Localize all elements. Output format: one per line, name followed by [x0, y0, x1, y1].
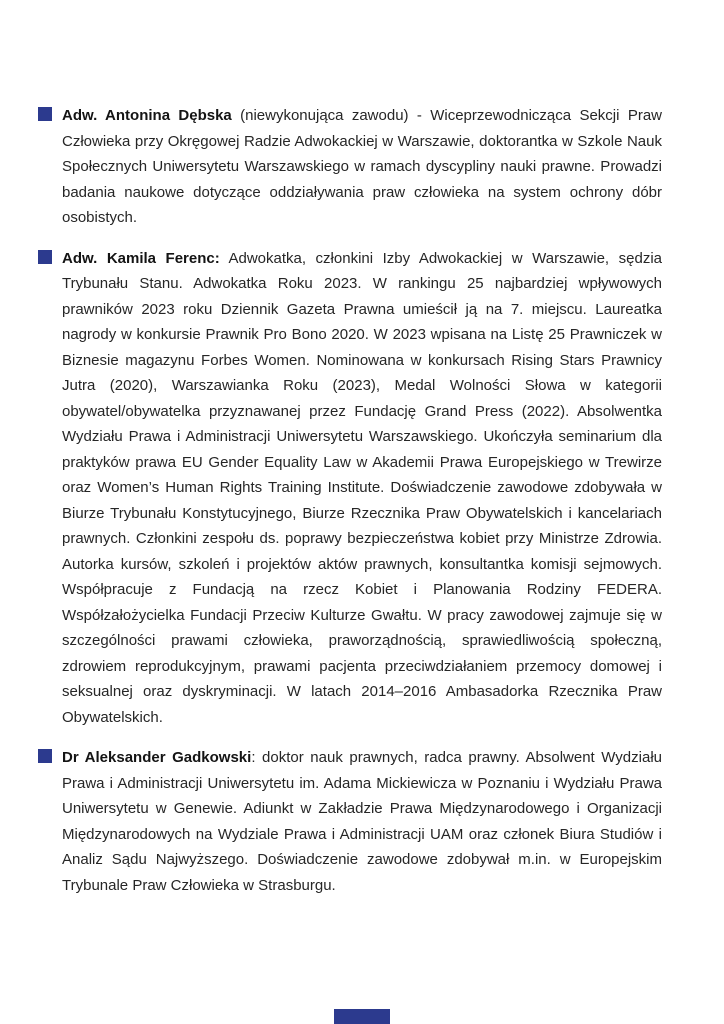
- bio-entry-aleksander-gadkowski: [38, 745, 662, 898]
- bio-list: [38, 103, 662, 913]
- square-bullet-icon: [38, 749, 52, 763]
- person-name: Dr Aleksander Gadkowski: [62, 749, 252, 766]
- person-bio: : doktor nauk prawnych, radca prawny. Absolwent Wydziału Prawa i Administracji Uniwersytetu im. Adama Mickiewicza w Poznaniu i Wydziału Prawa Uniwersytetu w Genewie. Adiunkt w Zakładzie Prawa Międzynarodowego i Organizacji Międzynarodowych na Wydziale Prawa i Administracji UAM oraz członek Biura Studiów i Analiz Sądu Najwyższego. Doświadczenie zawodowe zdobywał m.in. w Europejskim Trybunale Praw Człowieka w Strasburgu.: [62, 749, 662, 894]
- square-bullet-icon: [38, 107, 52, 121]
- bio-entry-kamila-ferenc: [38, 246, 662, 731]
- person-bio: Adwokatka, członkini Izby Adwokackiej w Warszawie, sędzia Trybunału Stanu. Adwokatka Roku 2023. W rankingu 25 najbardziej wpływowych prawników 2023 roku Dziennik Gazeta Prawna umieścił ją na 7. miejscu. Laureatka nagrody w konkursie Prawnik Pro Bono 2020. W 2023 wpisana na Listę 25 Prawniczek w Biznesie magazynu Forbes Women. Nominowana w konkursach Rising Stars Prawnicy Jutra (2020), Warszawianka Roku (2023), Medal Wolności Słowa w kategorii obywatel/obywatelka przyznawanej przez Fundację Grand Press (2022). Absolwentka Wydziału Prawa i Administracji Uniwersytetu Warszawskiego. Ukończyła seminarium dla praktyków prawa EU Gender Equality Law w Akademii Prawa Europejskiego w Trewirze oraz Women’s Human Rights Training Institute. Doświadczenie zawodowe zdobywała w Biurze Trybunału Konstytucyjnego, Biurze Rzecznika Praw Obywatelskich i kancelariach prawnych. Członkini zespołu ds. poprawy bezpieczeństwa kobiet przy Ministrze Zdrowia. Autorka kursów, szkoleń i projektów aktów prawnych, konsultantka komisji sejmowych. Współpracuje z Fundacją na rzecz Kobiet i Planowania Rodziny FEDERA. Współzałożycielka Fundacji Przeciw Kulturze Gwałtu. W pracy zawodowej zajmuje się w szczególności prawami człowieka, praworządnością, sprawiedliwością społeczną, zdrowiem reprodukcyjnym, prawami pacjenta przeciwdziałaniem przemocy domowej i seksualnej oraz dyskryminacji. W latach 2014–2016 Ambasadorka Rzecznika Praw Obywatelskich.: [62, 249, 662, 726]
- person-bio: (niewykonująca zawodu) - Wiceprzewodnicząca Sekcji Praw Człowieka przy Okręgowej Radzie Adwokackiej w Warszawie, doktorantka w Szkole Nauk Społecznych Uniwersytetu Warszawskiego w ramach dyscypliny nauki prawne. Prowadzi badania naukowe dotyczące oddziaływania praw człowieka na system ochrony dóbr osobistych.: [62, 107, 662, 226]
- footer-accent-bar: [334, 1009, 390, 1024]
- person-name: Adw. Kamila Ferenc:: [62, 249, 220, 267]
- square-bullet-icon: [38, 250, 52, 264]
- person-name: Adw. Antonina Dębska: [62, 107, 232, 124]
- bio-entry-antonina-debska: [38, 103, 662, 231]
